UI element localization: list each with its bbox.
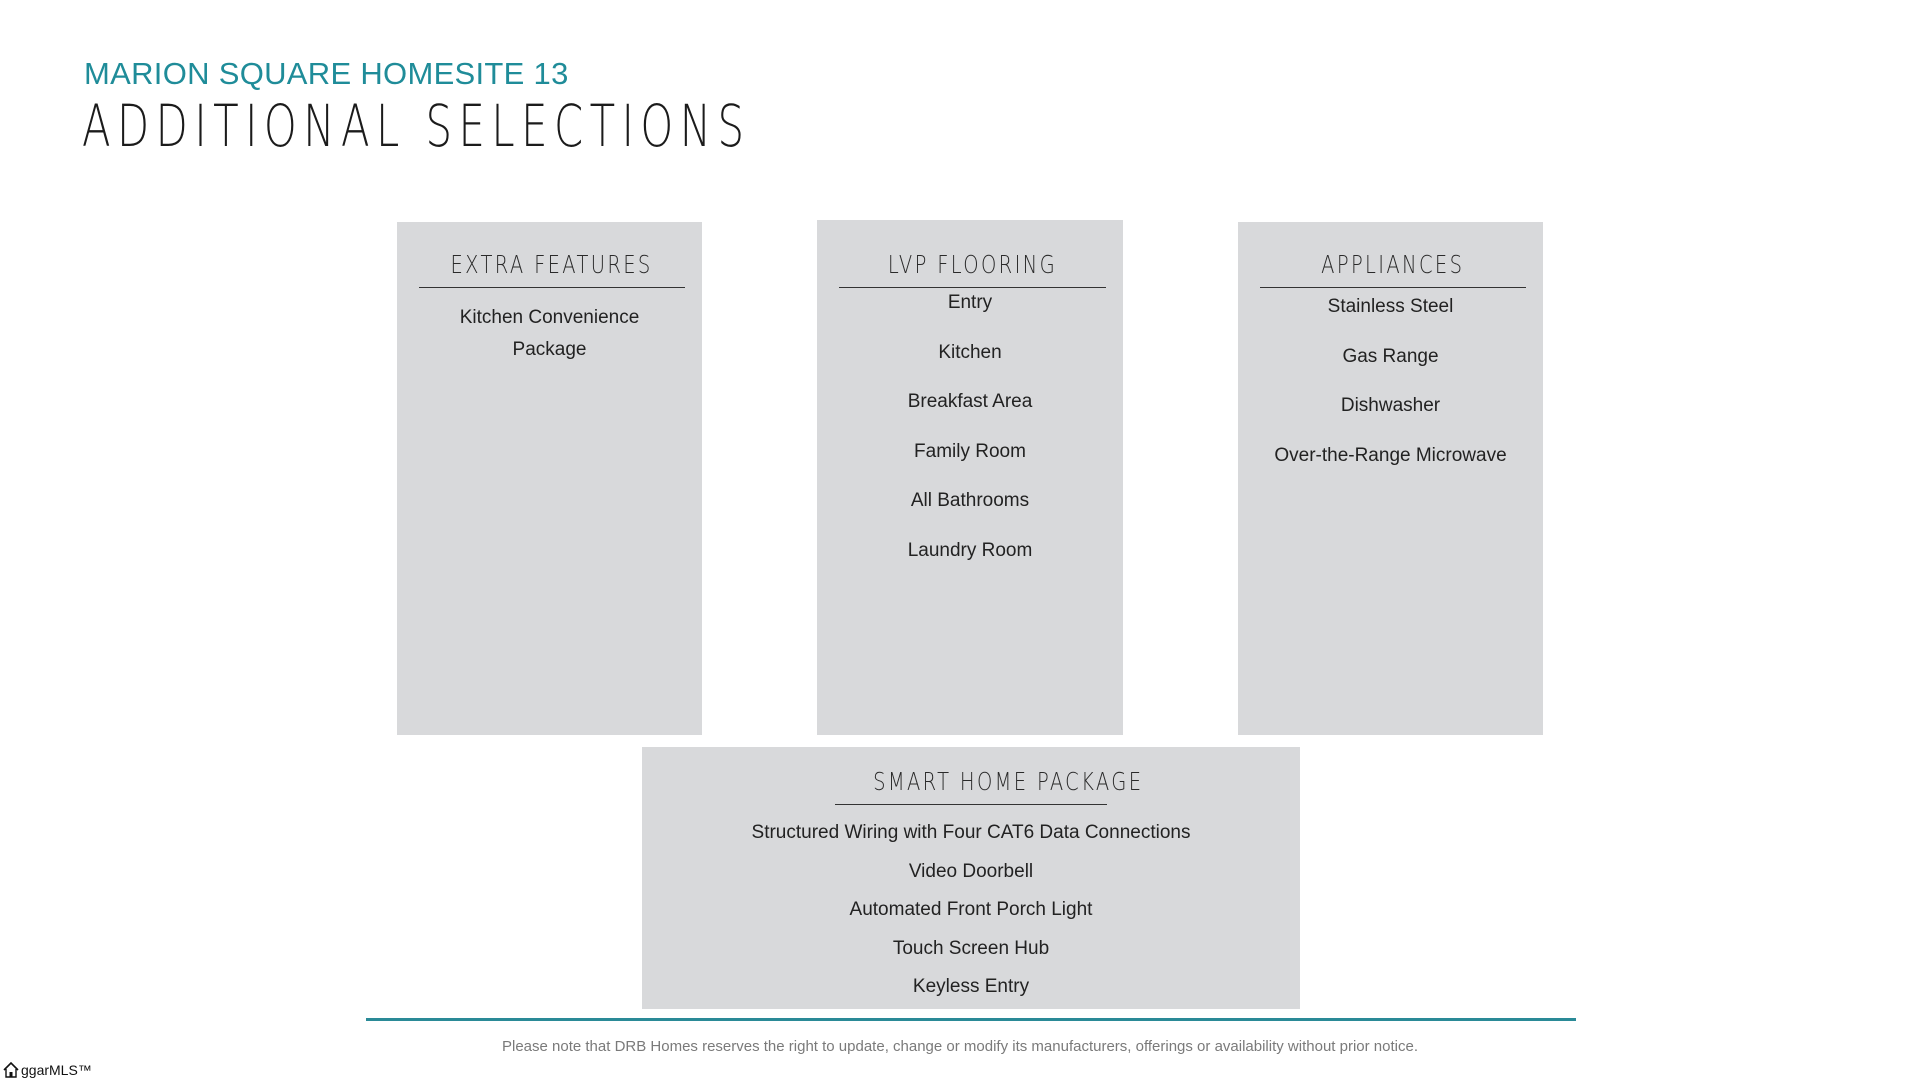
list-item: Dishwasher <box>1340 395 1441 416</box>
lvp-flooring-title: LVP FLOORING <box>887 250 1058 279</box>
list-item: Family Room <box>914 440 1026 462</box>
list-item: Touch Screen Hub <box>892 937 1050 959</box>
mls-watermark <box>2 1060 92 1080</box>
page-title: ADDITIONAL SELECTIONS <box>82 92 751 160</box>
lvp-flooring-list <box>817 278 1123 575</box>
list-item: All Bathrooms <box>910 490 1030 511</box>
list-item: Over-the-Range Microwave <box>1274 444 1507 466</box>
appliances-title: APPLIANCES <box>1321 250 1465 279</box>
appliances-panel <box>1238 222 1543 735</box>
disclaimer-text: Please note that DRB Homes reserves the right to update, change or modify its manufacturers, offerings or availability without prior notice. <box>501 1038 1418 1055</box>
smart-home-panel <box>642 747 1300 1009</box>
smart-home-header <box>835 767 1144 805</box>
extra-features-title: EXTRA FEATURES <box>450 250 654 279</box>
list-item: Structured Wiring with Four CAT6 Data Connections <box>751 822 1191 843</box>
list-item: Stainless Steel <box>1327 296 1454 317</box>
list-item: Gas Range <box>1342 345 1439 367</box>
extra-features-panel <box>397 222 702 735</box>
watermark-text: ggarMLS™ <box>21 1062 92 1078</box>
list-item: Laundry Room <box>907 539 1033 561</box>
smart-home-list <box>642 814 1300 1007</box>
extra-features-list <box>397 302 702 366</box>
list-item: Keyless Entry <box>912 976 1030 997</box>
list-item: Breakfast Area <box>907 391 1033 412</box>
appliances-list <box>1238 282 1543 480</box>
extra-features-header <box>419 250 685 288</box>
list-item: Kitchen Convenience Package <box>459 307 640 360</box>
list-item: Entry <box>947 292 993 313</box>
house-logo-icon <box>2 1061 20 1079</box>
list-item: Video Doorbell <box>908 860 1034 882</box>
list-item: Kitchen <box>938 341 1002 363</box>
list-item: Automated Front Porch Light <box>849 899 1093 920</box>
smart-home-title: SMART HOME PACKAGE <box>873 767 1144 796</box>
footer-divider <box>366 1018 1576 1021</box>
page-subtitle: MARION SQUARE HOMESITE 13 <box>84 56 569 91</box>
lvp-flooring-panel <box>817 220 1123 735</box>
